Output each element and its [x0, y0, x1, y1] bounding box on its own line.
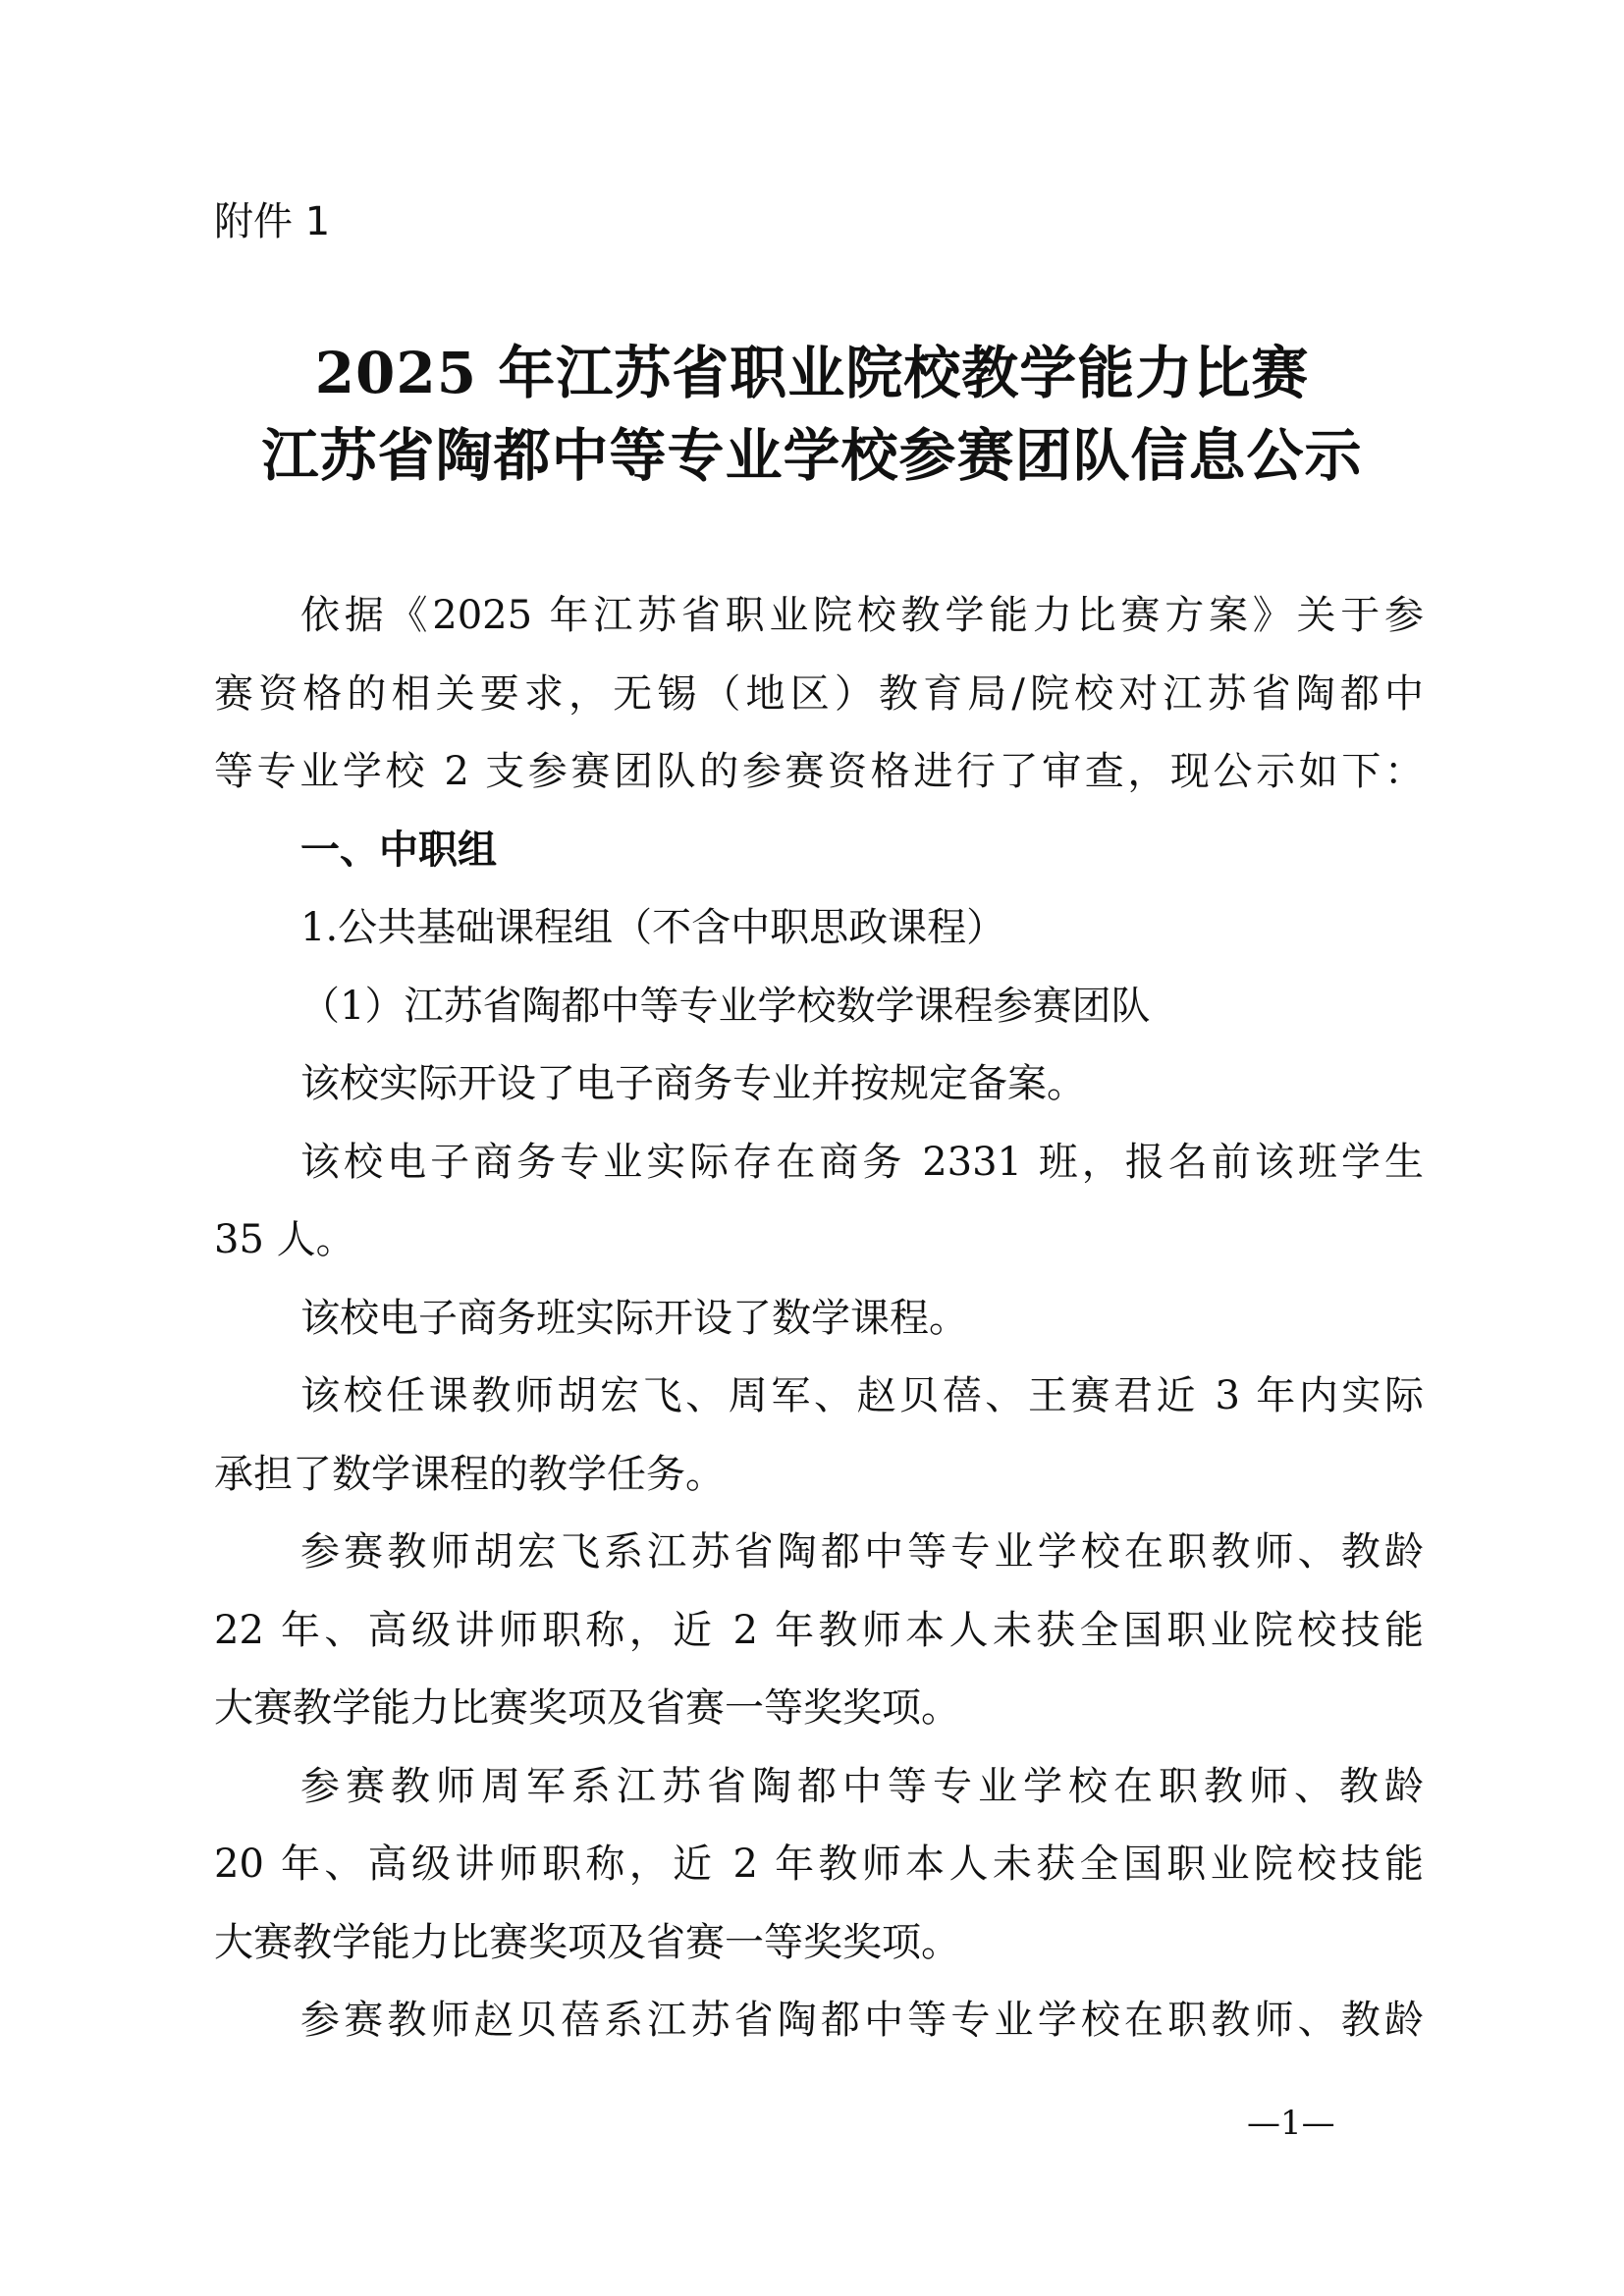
- teachers-paragraph-line-1: 该校任课教师胡宏飞、周军、赵贝蓓、王赛君近 3 年内实际: [300, 1373, 1424, 1418]
- teacher1-paragraph-line-3: 大赛教学能力比赛奖项及省赛一等奖奖项。: [214, 1685, 960, 1731]
- document-body: [214, 577, 1424, 2060]
- teacher3-paragraph-line-1: 参赛教师赵贝蓓系江苏省陶都中等专业学校在职教师、教龄: [300, 1998, 1424, 2043]
- team-label: （1）江苏省陶都中等专业学校数学课程参赛团队: [300, 983, 1151, 1029]
- teacher2-paragraph-line-1: 参赛教师周军系江苏省陶都中等专业学校在职教师、教龄: [300, 1763, 1424, 1809]
- intro-line-1: 依据《2025 年江苏省职业院校教学能力比赛方案》关于参: [300, 593, 1424, 638]
- group-label: 1.公共基础课程组（不含中职思政课程）: [300, 905, 1006, 950]
- attachment-label: 附件 1: [214, 199, 331, 244]
- class-paragraph-line-1: 该校电子商务专业实际存在商务 2331 班，报名前该班学生: [300, 1139, 1424, 1185]
- major-paragraph: 该校实际开设了电子商务专业并按规定备案。: [300, 1061, 1086, 1106]
- teacher2-paragraph-line-3: 大赛教学能力比赛奖项及省赛一等奖奖项。: [214, 1919, 960, 1965]
- intro-line-3: 等专业学校 2 支参赛团队的参赛资格进行了审查，现公示如下：: [214, 749, 1424, 794]
- document-title-line-2: 江苏省陶都中等专业学校参赛团队信息公示: [261, 422, 1363, 489]
- intro-line-2: 赛资格的相关要求，无锡（地区）教育局/院校对江苏省陶都中: [214, 670, 1424, 717]
- section-heading: 一、中职组: [300, 827, 497, 873]
- teacher1-paragraph-line-1: 参赛教师胡宏飞系江苏省陶都中等专业学校在职教师、教龄: [300, 1529, 1424, 1575]
- teacher2-paragraph-line-2: 20 年、高级讲师职称，近 2 年教师本人未获全国职业院校技能: [214, 1842, 1424, 1887]
- class-paragraph-line-2: 35 人。: [214, 1217, 355, 1262]
- course-paragraph: 该校电子商务班实际开设了数学课程。: [300, 1295, 968, 1341]
- document-title-line-1: 2025 年江苏省职业院校教学能力比赛: [314, 340, 1310, 406]
- page-number: —1—: [1247, 2104, 1335, 2143]
- teachers-paragraph-line-2: 承担了数学课程的教学任务。: [214, 1451, 725, 1497]
- teacher1-paragraph-line-2: 22 年、高级讲师职称，近 2 年教师本人未获全国职业院校技能: [214, 1607, 1424, 1653]
